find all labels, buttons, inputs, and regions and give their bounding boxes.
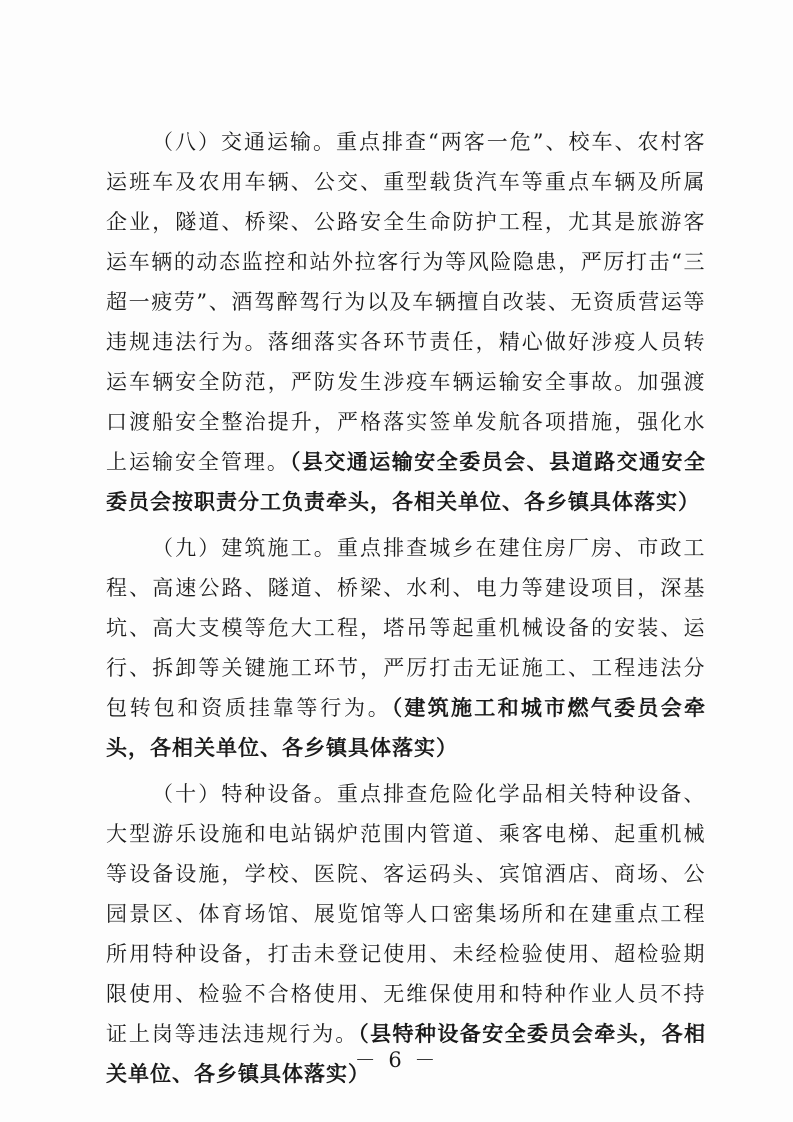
document-body bbox=[106, 122, 706, 1094]
paragraph-text: （九）建筑施工。重点排查城乡在建住房厂房、市政工程、高速公路、隧道、桥梁、水利、电力等建设项目，深基坑、高大支模等危大工程，塔吊等起重机械设备的安装、运行、拆卸等关键施工环节，严厉打击无证施工、工程违法分包转包和资质挂靠等行为。 bbox=[106, 536, 706, 720]
responsible-parties: （建筑施工和城市燃气委员会牵头，各相关单位、各乡镇具体落实） bbox=[106, 696, 707, 760]
responsible-parties: （县交通运输安全委员会、县道路交通安全委员会按职责分工负责牵头，各相关单位、各乡镇具体落实） bbox=[106, 450, 707, 514]
paragraph-transportation bbox=[106, 122, 706, 522]
paragraph-text: （十）特种设备。重点排查危险化学品相关特种设备、大型游乐设施和电站锅炉范围内管道、乘客电梯、起重机械等设备设施，学校、医院、客运码头、宾馆酒店、商场、公园景区、体育场馆、展览馆等人口密集场所和在建重点工程所用特种设备，打击未登记使用、未经检验使用、超检验期限使用、检验不合格使用、无维保使用和特种作业人员不持证上岗等违法违规行为。 bbox=[106, 782, 706, 1046]
paragraph-construction bbox=[106, 528, 706, 768]
responsible-parties: （县特种设备安全委员会牵头，各相关单位、各乡镇具体落实） bbox=[106, 1022, 707, 1086]
page-number: － 6 － bbox=[354, 1048, 439, 1072]
paragraph-text: （八）交通运输。重点排查“两客一危”、校车、农村客运班车及农用车辆、公交、重型载货汽车等重点车辆及所属企业，隧道、桥梁、公路安全生命防护工程，尤其是旅游客运车辆的动态监控和站外拉客行为等风险隐患，严厉打击“三超一疲劳”、酒驾醉驾行为以及车辆擅自改装、无资质营运等违规违法行为。落细落实各环节责任，精心做好涉疫人员转运车辆安全防范，严防发生涉疫车辆运输安全事故。加强渡口渡船安全整治提升，严格落实签单发航各项措施，强化水上运输安全管理。 bbox=[106, 130, 706, 474]
